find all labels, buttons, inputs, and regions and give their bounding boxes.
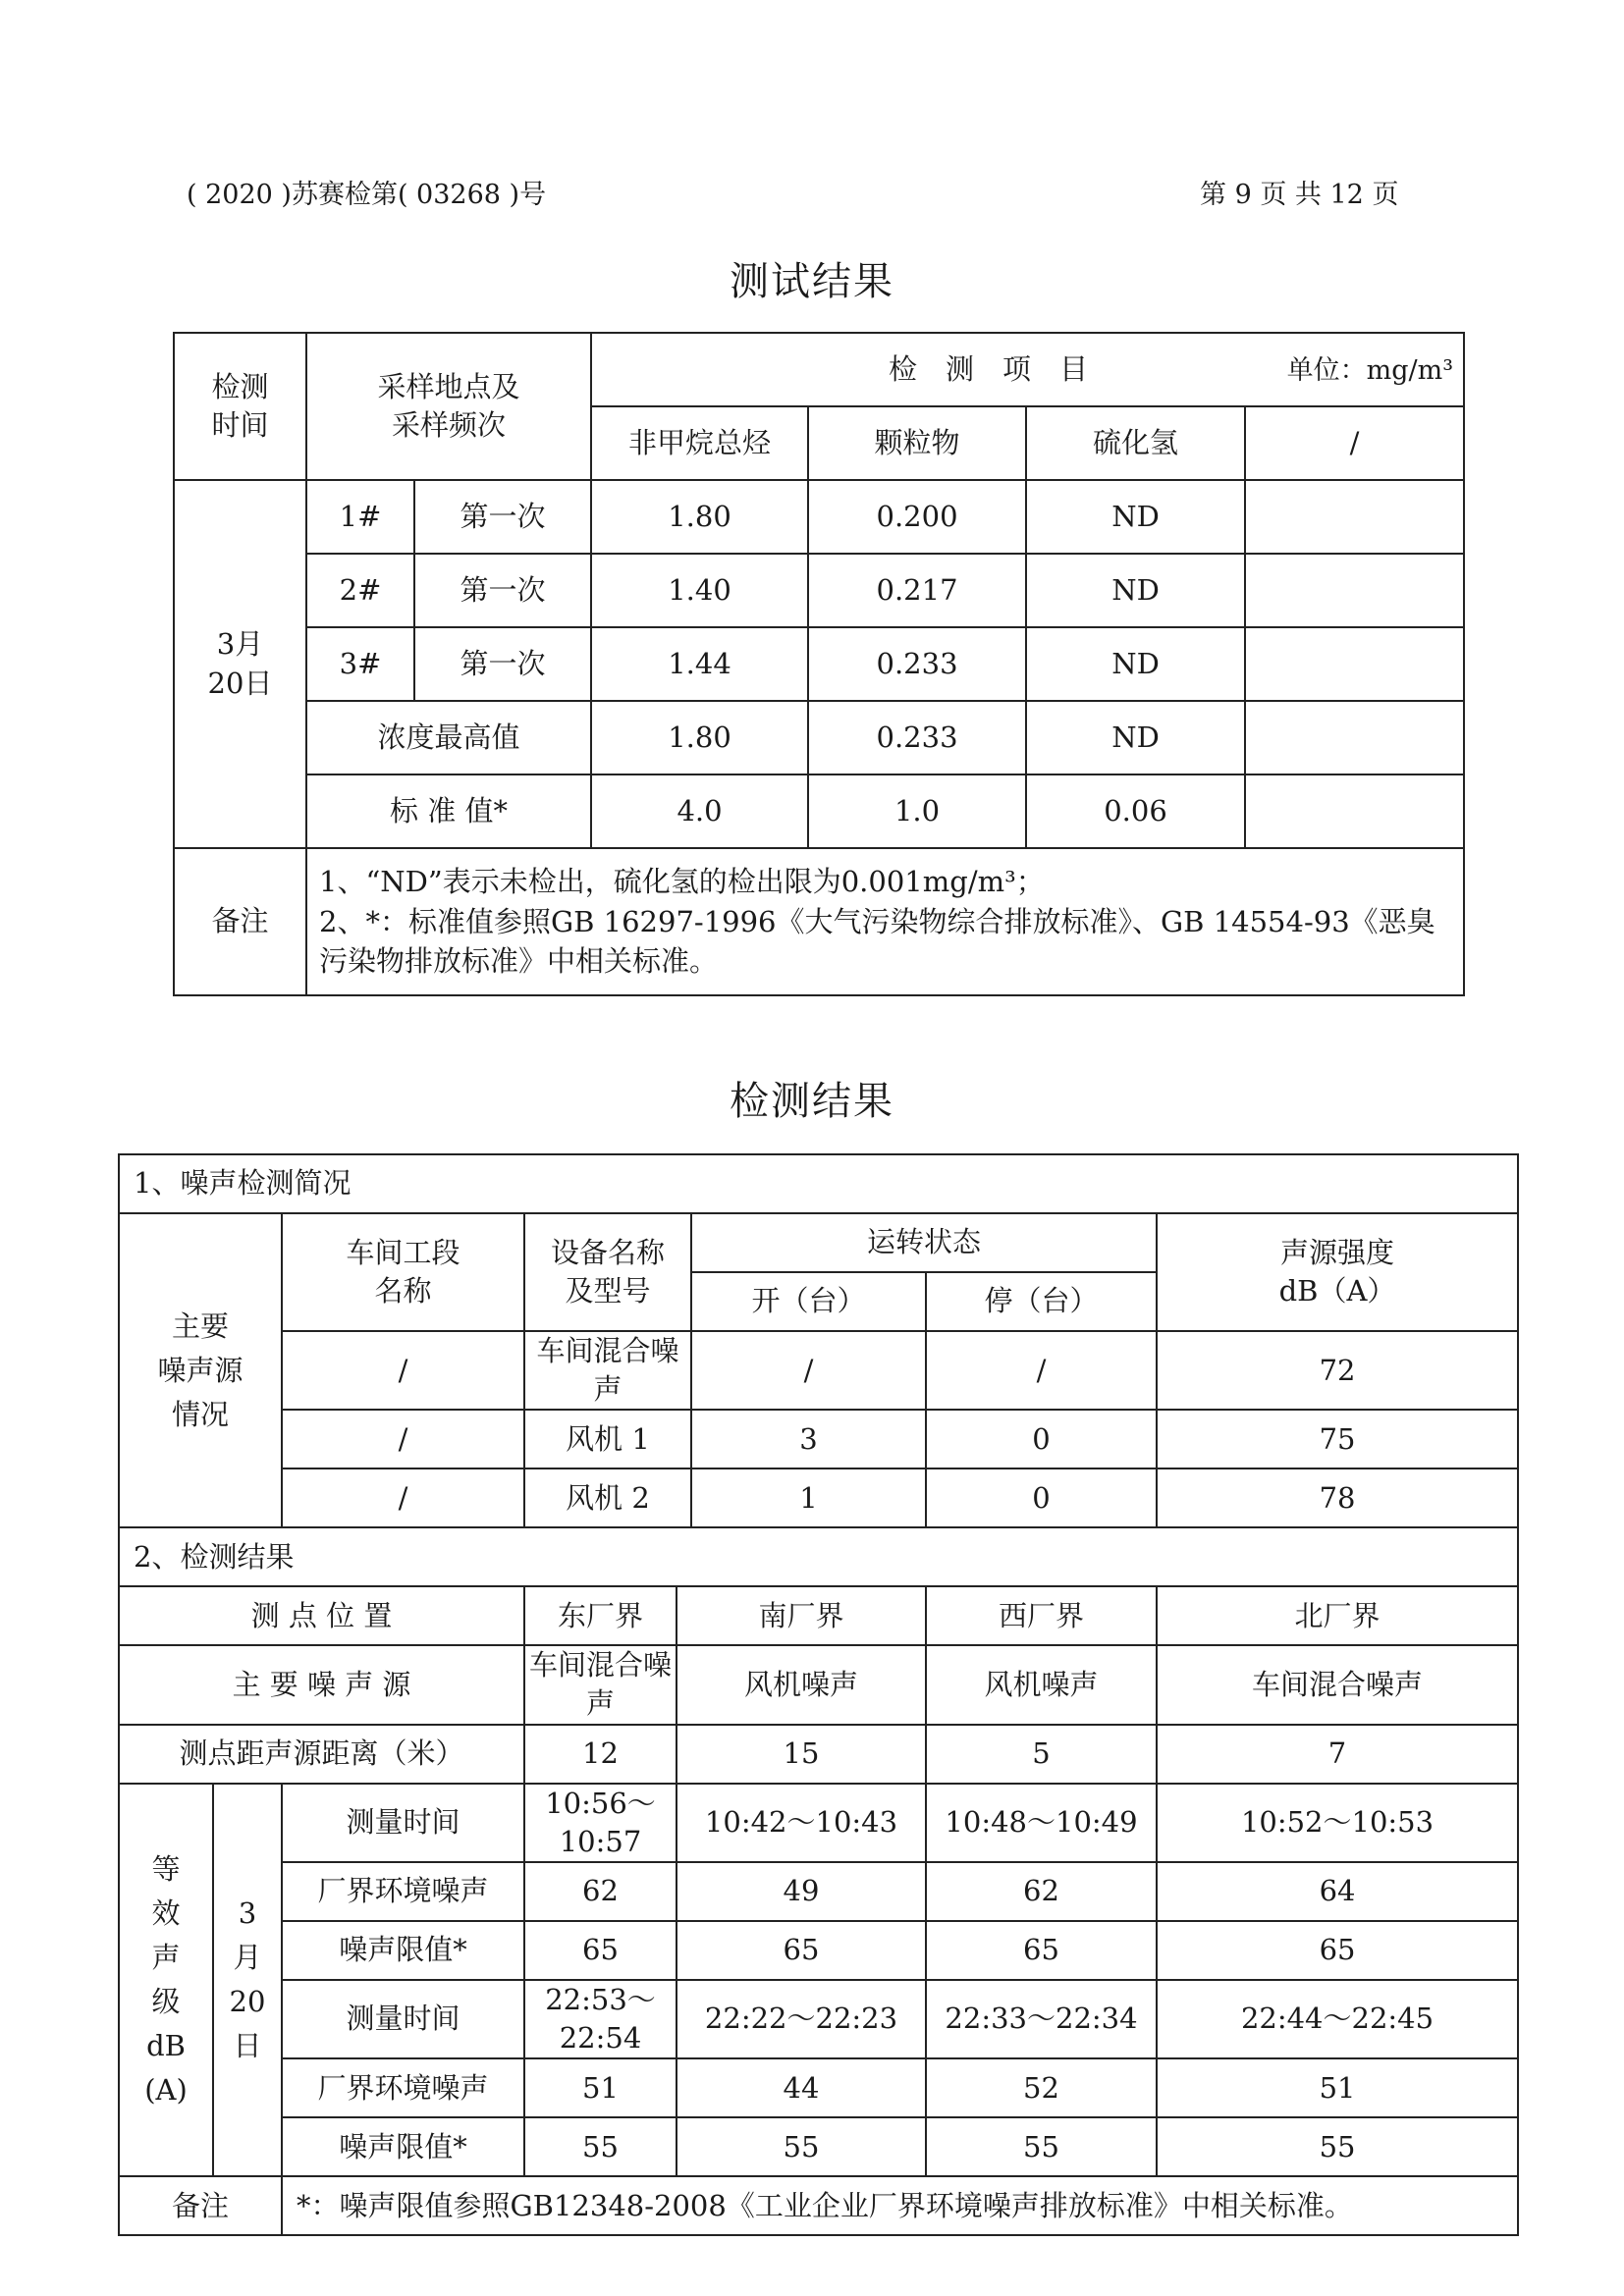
table-row: [119, 1645, 1518, 1724]
value-cell: 49: [677, 1862, 926, 1921]
value-cell: 0.233: [808, 701, 1026, 774]
item-particulates: 颗粒物: [808, 406, 1026, 480]
position-west: 西厂界: [926, 1586, 1157, 1645]
table-row: [119, 1586, 1518, 1645]
report-number: ( 2020 )苏赛检第( 03268 )号: [187, 180, 547, 210]
distance-cell: 5: [926, 1725, 1157, 1784]
col-header-on: 开（台）: [691, 1272, 926, 1331]
value-cell: 10:56～10:57: [524, 1784, 677, 1862]
row-label: 噪声限值*: [282, 2117, 524, 2176]
on-cell: /: [691, 1331, 926, 1410]
equipment-cell: 车间混合噪声: [524, 1331, 691, 1410]
col-header-status: 运转状态: [691, 1213, 1157, 1272]
table-row: [119, 1784, 1518, 1862]
value-cell: 55: [677, 2117, 926, 2176]
table-row: [119, 1921, 1518, 1980]
value-cell: 0.233: [808, 627, 1026, 701]
row-label: 厂界环境噪声: [282, 2058, 524, 2117]
value-cell: 1.80: [591, 701, 808, 774]
items-header-label: 检 测 项 目: [889, 351, 1089, 386]
value-cell: 22:53～22:54: [524, 1980, 677, 2058]
item-h2s: 硫化氢: [1026, 406, 1245, 480]
value-cell: 55: [926, 2117, 1157, 2176]
value-cell: 55: [1157, 2117, 1518, 2176]
main-source-cell: 车间混合噪声: [1157, 1645, 1518, 1724]
air-test-table: [173, 332, 1465, 996]
off-cell: 0: [926, 1410, 1157, 1468]
off-cell: 0: [926, 1468, 1157, 1527]
main-source-label: 主 要 噪 声 源: [119, 1645, 524, 1724]
equipment-cell: 风机 1: [524, 1410, 691, 1468]
page-number: 第 9 页 共 12 页: [1200, 180, 1399, 210]
noise-remark-text: *：噪声限值参照GB12348-2008《工业企业厂界环境噪声排放标准》中相关标准。: [282, 2176, 1518, 2235]
value-cell: [1245, 627, 1464, 701]
sample-point: 2#: [306, 554, 414, 627]
distance-cell: 7: [1157, 1725, 1518, 1784]
col-header-strength: 声源强度 dB（A）: [1157, 1213, 1518, 1331]
value-cell: 51: [1157, 2058, 1518, 2117]
on-cell: 1: [691, 1468, 926, 1527]
value-cell: 1.44: [591, 627, 808, 701]
col-header-workshop: 车间工段 名称: [282, 1213, 524, 1331]
on-cell: 3: [691, 1410, 926, 1468]
value-cell: [1245, 774, 1464, 848]
position-north: 北厂界: [1157, 1586, 1518, 1645]
distance-cell: 12: [524, 1725, 677, 1784]
table-row: [119, 1468, 1518, 1527]
row-label: 测量时间: [282, 1784, 524, 1862]
table-row: [119, 2058, 1518, 2117]
value-cell: 65: [677, 1921, 926, 1980]
workshop-cell: /: [282, 1410, 524, 1468]
col-header-location: 采样地点及 采样频次: [306, 333, 591, 480]
value-cell: 1.0: [808, 774, 1026, 848]
value-cell: [1245, 554, 1464, 627]
sample-frequency: 第一次: [414, 480, 591, 554]
row-label: 厂界环境噪声: [282, 1862, 524, 1921]
value-cell: 0.217: [808, 554, 1026, 627]
table-row: [119, 1980, 1518, 2058]
remark-line-1: 1、“ND”表示未检出，硫化氢的检出限为0.001mg/m³；: [319, 865, 1045, 899]
table-row: [119, 1410, 1518, 1468]
table-row: [119, 2117, 1518, 2176]
strength-cell: 75: [1157, 1410, 1518, 1468]
noise-table: [118, 1153, 1519, 2236]
value-cell: 64: [1157, 1862, 1518, 1921]
workshop-cell: /: [282, 1468, 524, 1527]
main-source-cell: 风机噪声: [926, 1645, 1157, 1724]
value-cell: 10:48～10:49: [926, 1784, 1157, 1862]
table-row: [119, 1725, 1518, 1784]
value-cell: [1245, 701, 1464, 774]
value-cell: 52: [926, 2058, 1157, 2117]
value-cell: 55: [524, 2117, 677, 2176]
row-label: 噪声限值*: [282, 1921, 524, 1980]
value-cell: 22:44～22:45: [1157, 1980, 1518, 2058]
equipment-cell: 风机 2: [524, 1468, 691, 1527]
value-cell: 1.80: [591, 480, 808, 554]
noise-remark-label: 备注: [119, 2176, 282, 2235]
table-row: [174, 774, 1464, 848]
workshop-cell: /: [282, 1331, 524, 1410]
value-cell: ND: [1026, 480, 1245, 554]
item-blank: /: [1245, 406, 1464, 480]
max-value-label: 浓度最高值: [306, 701, 591, 774]
equivalent-level-label: 等 效 声 级 dB (A): [119, 1784, 213, 2177]
distance-label: 测点距声源距离（米）: [119, 1725, 524, 1784]
value-cell: 0.200: [808, 480, 1026, 554]
value-cell: 62: [926, 1862, 1157, 1921]
table-row: [174, 701, 1464, 774]
position-label: 测 点 位 置: [119, 1586, 524, 1645]
part1-label: 1、噪声检测简况: [119, 1154, 1518, 1213]
value-cell: 0.06: [1026, 774, 1245, 848]
distance-cell: 15: [677, 1725, 926, 1784]
table-row: [119, 1862, 1518, 1921]
sample-point: 1#: [306, 480, 414, 554]
value-cell: 65: [926, 1921, 1157, 1980]
table-row: [174, 480, 1464, 554]
remark-line-2: 2、*：标准值参照GB 16297-1996《大气污染物综合排放标准》、GB 14554-93《恶臭污染物排放标准》中相关标准。: [319, 904, 1435, 979]
remark-label: 备注: [174, 848, 306, 995]
sample-frequency: 第一次: [414, 554, 591, 627]
value-cell: 22:22～22:23: [677, 1980, 926, 2058]
value-cell: 65: [524, 1921, 677, 1980]
value-cell: 10:42～10:43: [677, 1784, 926, 1862]
off-cell: /: [926, 1331, 1157, 1410]
strength-cell: 78: [1157, 1468, 1518, 1527]
noise-source-label: 主要 噪声源 情况: [119, 1213, 282, 1527]
row-label: 测量时间: [282, 1980, 524, 2058]
noise-date-label: 3 月 20 日: [213, 1784, 282, 2177]
value-cell: 62: [524, 1862, 677, 1921]
remark-text: [306, 848, 1464, 995]
value-cell: 1.40: [591, 554, 808, 627]
value-cell: 65: [1157, 1921, 1518, 1980]
sample-point: 3#: [306, 627, 414, 701]
value-cell: 51: [524, 2058, 677, 2117]
col-header-time: 检测 时间: [174, 333, 306, 480]
value-cell: 4.0: [591, 774, 808, 848]
strength-cell: 72: [1157, 1331, 1518, 1410]
sample-date: 3月 20日: [174, 480, 306, 848]
standard-value-label: 标 准 值*: [306, 774, 591, 848]
table-row: [119, 1331, 1518, 1410]
col-header-off: 停（台）: [926, 1272, 1157, 1331]
table-row: [174, 554, 1464, 627]
col-header-equipment: 设备名称 及型号: [524, 1213, 691, 1331]
sample-frequency: 第一次: [414, 627, 591, 701]
value-cell: 22:33～22:34: [926, 1980, 1157, 2058]
items-header: [591, 333, 1464, 406]
noise-results-title: 检测结果: [730, 1079, 894, 1124]
value-cell: ND: [1026, 627, 1245, 701]
table-row: [174, 627, 1464, 701]
main-source-cell: 风机噪声: [677, 1645, 926, 1724]
value-cell: [1245, 480, 1464, 554]
value-cell: ND: [1026, 554, 1245, 627]
value-cell: 10:52～10:53: [1157, 1784, 1518, 1862]
value-cell: 44: [677, 2058, 926, 2117]
position-south: 南厂界: [677, 1586, 926, 1645]
test-results-title: 测试结果: [730, 259, 894, 304]
position-east: 东厂界: [524, 1586, 677, 1645]
main-source-cell: 车间混合噪声: [524, 1645, 677, 1724]
part2-label: 2、检测结果: [119, 1527, 1518, 1586]
unit-label: 单位：mg/m³: [1286, 355, 1454, 386]
item-nmhc: 非甲烷总烃: [591, 406, 808, 480]
value-cell: ND: [1026, 701, 1245, 774]
